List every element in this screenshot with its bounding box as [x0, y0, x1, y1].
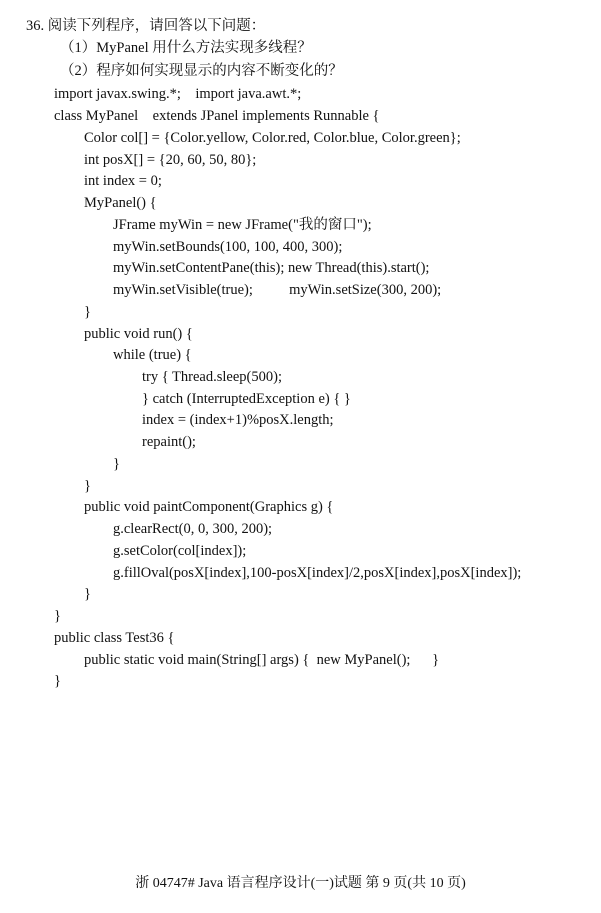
code-line: JFrame myWin = new JFrame("我的窗口");	[113, 217, 372, 233]
code-line: myWin.setVisible(true); myWin.setSize(300, 200);	[113, 282, 442, 298]
code-line: } catch (InterruptedException e) { }	[142, 391, 351, 407]
code-line: repaint();	[142, 434, 196, 450]
question-prompt: 阅读下列程序，请回答以下问题：	[47, 18, 266, 34]
code-line: import javax.swing.*; import java.awt.*;	[54, 86, 302, 102]
code-line: myWin.setContentPane(this); new Thread(this).start();	[113, 260, 430, 276]
code-line: }	[84, 304, 91, 320]
code-line: int posX[] = {20, 60, 50, 80};	[84, 152, 257, 168]
question-header	[26, 16, 265, 36]
code-line: g.fillOval(posX[index],100-posX[index]/2,posX[index],posX[index]);	[113, 565, 522, 581]
code-line: public void run() {	[84, 326, 193, 342]
code-line: Color col[] = {Color.yellow, Color.red, Color.blue, Color.green};	[84, 130, 461, 146]
code-line: }	[54, 608, 61, 624]
sub-question-1: （1）MyPanel 用什么方法实现多线程？	[60, 40, 312, 56]
code-line: index = (index+1)%posX.length;	[142, 412, 334, 428]
sub-question-2: （2）程序如何实现显示的内容不断变化的？	[60, 63, 343, 79]
code-line: try { Thread.sleep(500);	[142, 369, 282, 385]
question-number: 36.	[26, 18, 45, 34]
code-line: public class Test36 {	[54, 630, 175, 646]
code-line: int index = 0;	[84, 173, 162, 189]
code-line: public static void main(String[] args) { new MyPanel(); }	[84, 652, 440, 668]
code-line: while (true) {	[113, 347, 192, 363]
code-line: }	[84, 478, 91, 494]
code-line: myWin.setBounds(100, 100, 400, 300);	[113, 239, 343, 255]
code-line: MyPanel() {	[84, 195, 157, 211]
code-line: g.setColor(col[index]);	[113, 543, 247, 559]
code-line: }	[84, 586, 91, 602]
code-line: public void paintComponent(Graphics g) {	[84, 499, 334, 515]
page-footer: 浙 04747# Java 语言程序设计(一)试题 第 9 页(共 10 页)	[135, 876, 466, 891]
code-line: class MyPanel extends JPanel implements Runnable {	[54, 108, 380, 124]
code-line: g.clearRect(0, 0, 300, 200);	[113, 521, 273, 537]
code-line: }	[54, 673, 61, 689]
code-line: }	[113, 456, 120, 472]
